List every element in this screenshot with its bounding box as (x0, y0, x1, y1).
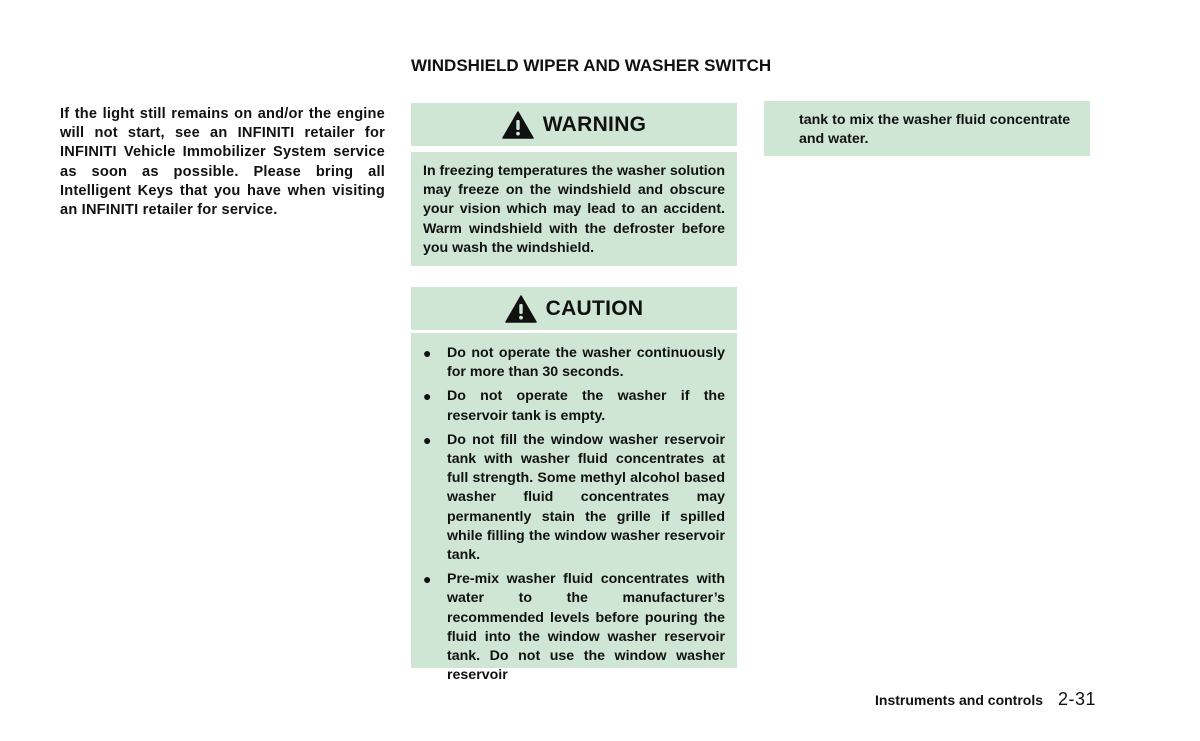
caution-item (423, 570, 725, 685)
caution-body (411, 333, 737, 684)
caution-item (423, 344, 725, 382)
warning-label: WARNING (542, 112, 647, 136)
footer-section-title: Instruments and controls (875, 692, 1044, 708)
caution-list (423, 344, 725, 685)
page-footer (875, 689, 1096, 710)
page-number: 2-31 (1058, 689, 1097, 709)
caution-label: CAUTION (545, 296, 644, 320)
warning-triangle-icon (502, 111, 534, 139)
warning-triangle-icon (505, 295, 537, 323)
page-title: WINDSHIELD WIPER AND WASHER SWITCH (411, 56, 772, 75)
caution-continuation: tank to mix the washer fluid concentrate and water. (764, 101, 1090, 156)
caution-item (423, 431, 725, 565)
bullet-icon: ● (423, 571, 432, 588)
warning-header (411, 103, 737, 146)
bullet-icon: ● (423, 388, 432, 405)
bullet-icon: ● (423, 431, 432, 448)
caution-item-text: Do not operate the washer continuously for more than 30 seconds. (447, 345, 725, 381)
caution-item-text: Pre-mix washer fluid concentrates with water to the manufacturer’s recommended levels before pouring the fluid into the window washer reservoir tank. Do not use the window washer reservoir (447, 571, 725, 684)
caution-item-text: Do not operate the washer if the reservoir tank is empty. (447, 388, 725, 424)
warning-text: In freezing temperatures the washer solution may freeze on the windshield and obscure your vision which may lead to an accident. Warm windshield with the defroster before you wash the windshield. (411, 152, 737, 266)
caution-header (411, 287, 737, 330)
caution-item (423, 387, 725, 425)
bullet-icon: ● (423, 345, 432, 361)
caution-item-text: Do not fill the window washer reservoir tank with washer fluid concentrates at full strength. Some methyl alcohol based washer fluid concentrates may permanently stain the grille if spilled while filling the window washer reservoir tank. (447, 431, 725, 564)
left-paragraph: If the light still remains on and/or the engine will not start, see an INFINITI retailer for INFINITI Vehicle Immobilizer System service as soon as possible. Please bring all Intelligent Keys that you have when visiting an INFINITI retailer for service. (60, 106, 385, 219)
